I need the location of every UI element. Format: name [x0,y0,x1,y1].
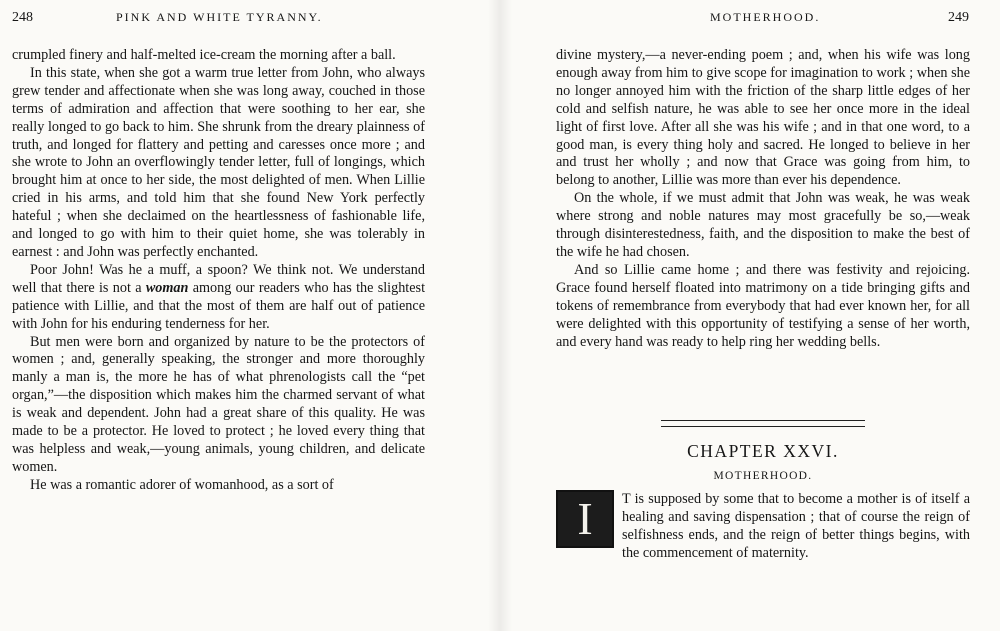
paragraph-text: Poor John! Was he a muff, a spoon? We think not. We understand well that there is not a [12,261,425,296]
chapter-subtitle: MOTHERHOOD. [713,470,813,482]
left-page-number: 248 [12,10,33,25]
paragraph: In this state, when she got a warm true letter from John, who always grew tender and affectionate when she was long away, couched in those terms of admiration and affection that were soothing to her ear, she really longed to go back to him. She shrunk from the dreary plainness of truth, and longed for flattery and petting and caresses once more ; and she wrote to John an overflowingly tender letter, full of longings, which brought him at once to her side, the most delighted of men. When Lillie cried in his arms, and told him that she found New York perfectly hateful ; when she declaimed on the heartlessness of fashionable life, and longed to go with him to their quiet home, she was tolerably in earnest : and John was perfectly enchanted. [12,64,425,260]
paragraph: He was a romantic adorer of womanhood, as a sort of [30,476,334,493]
paragraph [12,262,425,334]
paragraph: And so Lillie came home ; and there was festivity and rejoicing. Grace found herself floated into matrimony on a tide bringing gifts and tokens of remembrance from everybody that had ever known her, for all were delighted with this opportunity of testifying a sense of her worth, and every hand was ready to help ring her wedding bells. [556,261,970,350]
right-running-head: MOTHERHOOD. [710,10,821,24]
opening-text: T is supposed by some that to become a mother is of itself a healing and saving dispensation ; that of course the reign of selfishness ends, and the reign of better things begins, with the commencement of maternity. [622,491,970,561]
emphasized-word: woman [145,279,189,296]
chapter-opening-paragraph [556,491,970,563]
right-page-number: 249 [948,10,969,25]
paragraph: crumpled finery and half-melted ice-cream the morning after a ball. [12,47,396,63]
chapter-divider [661,420,865,427]
paragraph: But men were born and organized by nature to be the protectors of women ; and, generally speaking, the stronger and more thoroughly manly a man is, the more he has of what phrenologists call the “pet organ,”—the disposition which makes him the charmed servant of what is weak and dependent. John had a great share of this quality. He was made to be a protector. He loved to protect ; he loved every thing that was helpless and weak,—young animals, young children, and delicate women. [12,333,425,475]
paragraph: On the whole, if we must admit that John was weak, he was weak where strong and noble natures may most gracefully be so,—weak through disinterestedness, faith, and the disposition to make the best of the wife he had chosen. [556,190,970,260]
left-running-head: PINK AND WHITE TYRANNY. [116,10,323,24]
ornamental-drop-cap: I [556,490,614,548]
left-page-body [12,47,425,495]
chapter-title: CHAPTER XXVI. [687,441,839,461]
paragraph: divine mystery,—a never-ending poem ; and, when his wife was long enough away from him to give scope for imagination to work ; when she no longer annoyed him with the friction of the sharp little edges of her cold and selfish nature, he was able to see her once more in the ideal light of first love. After all she was his wife ; and in that one word, to a good man, is every thing holy and sacred. He longed to believe in her and trust her wholly ; and now that Grace was going from him, to belong to another, Lillie was more than ever his dependence. [556,47,970,189]
right-page-body [556,47,970,351]
paragraph-text: among our readers who has the slightest patience with Lillie, and that the most of them are half out of patience with John for his enduring tenderness for her. [12,279,426,332]
